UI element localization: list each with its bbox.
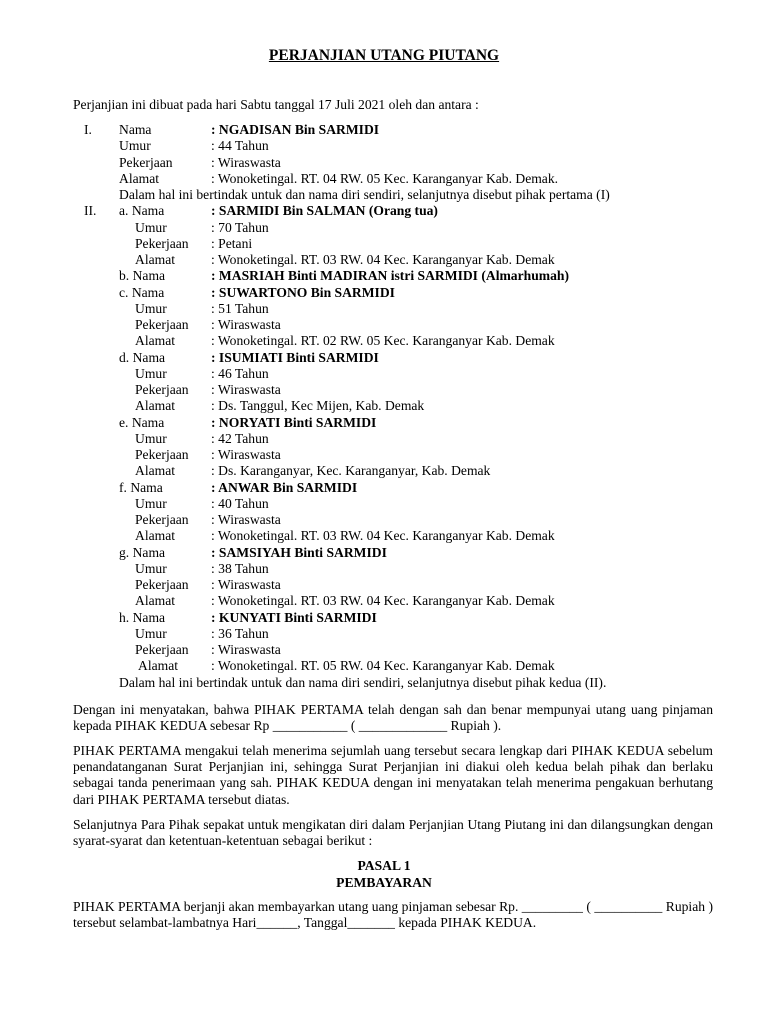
field-label: Umur bbox=[135, 495, 167, 511]
field-label: Alamat bbox=[135, 593, 176, 609]
party1-statement bbox=[0, 187, 768, 203]
field-label: a. Nama bbox=[119, 203, 165, 219]
party1-row-alamat bbox=[0, 171, 768, 187]
field-label: b. Nama bbox=[119, 268, 166, 284]
party2-row bbox=[0, 203, 768, 219]
field-value: : Wiraswasta bbox=[211, 577, 281, 592]
party2-roman: II. bbox=[84, 203, 97, 219]
party2-row bbox=[0, 577, 768, 593]
party2-row bbox=[0, 415, 768, 431]
field-value: : KUNYATI Binti SARMIDI bbox=[211, 609, 377, 625]
field-value: : SARMIDI Bin SALMAN (Orang tua) bbox=[211, 203, 438, 219]
field-label: d. Nama bbox=[119, 349, 166, 365]
field-label: Umur bbox=[135, 365, 167, 381]
field-value: : Wonoketingal. RT. 03 RW. 04 Kec. Karanganyar Kab. Demak bbox=[211, 252, 555, 267]
paragraph-pembayaran: PIHAK PERTAMA berjanji akan membayarkan utang uang pinjaman sebesar Rp. _________ ( __________ Rupiah ) tersebut selambat-lambatnya Hari______, Tanggal_______ kepada PIHAK KEDUA. bbox=[73, 899, 713, 931]
party2-row bbox=[0, 561, 768, 577]
field-label: e. Nama bbox=[119, 414, 165, 430]
field-label: Pekerjaan bbox=[135, 235, 189, 251]
field-value: : Wonoketingal. RT. 04 RW. 05 Kec. Karanganyar Kab. Demak. bbox=[211, 170, 559, 186]
paragraph-utang: Dengan ini menyatakan, bahwa PIHAK PERTAMA telah dengan sah dan benar mempunyai utang uang pinjaman kepada PIHAK KEDUA sebesar Rp ___________ ( _____________ Rupiah ). bbox=[73, 702, 713, 734]
party2-row bbox=[0, 431, 768, 447]
party2-row bbox=[0, 626, 768, 642]
field-value: : Wonoketingal. RT. 03 RW. 04 Kec. Karanganyar Kab. Demak bbox=[211, 528, 555, 544]
field-value: : Petani bbox=[211, 235, 253, 251]
field-label: Alamat bbox=[135, 463, 176, 479]
field-value: : Wiraswasta bbox=[211, 512, 281, 527]
field-label: Umur bbox=[135, 625, 167, 641]
field-label: Pekerjaan bbox=[135, 382, 189, 397]
field-value: : 36 Tahun bbox=[211, 625, 269, 641]
party2-row bbox=[0, 268, 768, 284]
party2-row bbox=[0, 398, 768, 414]
field-label: Alamat bbox=[135, 528, 176, 544]
field-value: : ISUMIATI Binti SARMIDI bbox=[211, 349, 379, 365]
field-label: Pekerjaan bbox=[135, 317, 189, 332]
field-value: : MASRIAH Binti MADIRAN istri SARMIDI (Almarhumah) bbox=[211, 268, 569, 284]
paragraph-pengakuan: PIHAK PERTAMA mengakui telah menerima sejumlah uang tersebut secara lengkap dari PIHAK KEDUA sebelum penandatanganan Surat Perjanjian ini, sehingga Surat Perjanjian ini diakui oleh kedua belah pihak dan berlaku sebagai tanda penerimaan yang sah. PIHAK KEDUA dengan ini menyatakan telah menerima pengakuan berhutang dari PIHAK PERTAMA tersebut diatas. bbox=[73, 743, 713, 807]
party2-row bbox=[0, 463, 768, 479]
party1-roman: I. bbox=[84, 122, 92, 137]
party2-row bbox=[0, 350, 768, 366]
field-label: Alamat bbox=[138, 658, 179, 674]
field-label: c. Nama bbox=[119, 284, 165, 300]
party1-row-umur bbox=[0, 138, 768, 154]
party2-row bbox=[0, 512, 768, 528]
field-value: : Wiraswasta bbox=[211, 382, 281, 397]
parties-list bbox=[0, 122, 768, 691]
field-value: : ANWAR Bin SARMIDI bbox=[211, 479, 358, 495]
field-label: Pekerjaan bbox=[135, 577, 189, 592]
field-value: : 70 Tahun bbox=[211, 219, 269, 235]
party1-row-nama bbox=[0, 122, 768, 138]
party2-row bbox=[0, 317, 768, 333]
party2-row bbox=[0, 528, 768, 544]
field-label: Pekerjaan bbox=[135, 642, 189, 657]
field-label: Pekerjaan bbox=[119, 154, 173, 170]
field-value: : Wiraswasta bbox=[211, 447, 281, 462]
party2-statement bbox=[0, 675, 768, 691]
party2-row bbox=[0, 610, 768, 626]
party2-row bbox=[0, 545, 768, 561]
document-title: PERJANJIAN UTANG PIUTANG bbox=[268, 47, 500, 64]
field-value: : SAMSIYAH Binti SARMIDI bbox=[211, 544, 387, 560]
intro-text: Perjanjian ini dibuat pada hari Sabtu tanggal 17 Juli 2021 oleh dan antara : bbox=[73, 97, 479, 112]
field-value: : 42 Tahun bbox=[211, 430, 269, 446]
paragraph-syarat: Selanjutnya Para Pihak sepakat untuk mengikatan diri dalam Perjanjian Utang Piutang ini dan dilangsungkan dengan syarat-syarat dan ketentuan-ketentuan sebagai berikut : bbox=[73, 817, 713, 849]
field-value: : Wonoketingal. RT. 03 RW. 04 Kec. Karanganyar Kab. Demak bbox=[211, 593, 555, 609]
field-label: Alamat bbox=[135, 252, 176, 267]
field-label: h. Nama bbox=[119, 609, 166, 625]
party2-row bbox=[0, 236, 768, 252]
field-value: : Wiraswasta bbox=[211, 642, 281, 657]
field-value: : 38 Tahun bbox=[211, 560, 269, 576]
party2-row bbox=[0, 382, 768, 398]
field-value: : Wiraswasta bbox=[211, 154, 281, 170]
party2-row bbox=[0, 480, 768, 496]
party2-row bbox=[0, 642, 768, 658]
field-value: : Wiraswasta bbox=[211, 317, 281, 332]
field-value: : SUWARTONO Bin SARMIDI bbox=[211, 284, 395, 300]
field-label: Umur bbox=[135, 219, 167, 235]
field-label: Pekerjaan bbox=[135, 512, 189, 527]
party2-row bbox=[0, 496, 768, 512]
party2-row bbox=[0, 366, 768, 382]
field-value: : NGADISAN Bin SARMIDI bbox=[211, 122, 380, 137]
party2-row bbox=[0, 301, 768, 317]
field-value: : 44 Tahun bbox=[211, 138, 269, 154]
field-label: Umur bbox=[135, 300, 167, 316]
field-value: : Wonoketingal. RT. 02 RW. 05 Kec. Karanganyar Kab. Demak bbox=[211, 333, 555, 349]
pasal-number: PASAL 1 bbox=[357, 858, 411, 873]
field-label: Umur bbox=[135, 430, 167, 446]
field-label: Alamat bbox=[119, 170, 160, 186]
field-label: g. Nama bbox=[119, 544, 166, 560]
field-value: : 46 Tahun bbox=[211, 365, 269, 381]
field-label: Pekerjaan bbox=[135, 447, 189, 462]
party2-statement-text: Dalam hal ini bertindak untuk dan nama diri sendiri, selanjutnya disebut pihak kedua (II). bbox=[119, 674, 607, 690]
field-value: : Ds. Tanggul, Kec Mijen, Kab. Demak bbox=[211, 398, 425, 414]
party1-statement-text: Dalam hal ini bertindak untuk dan nama diri sendiri, selanjutnya disebut pihak pertama (I) bbox=[119, 187, 610, 202]
field-value: : Ds. Karanganyar, Kec. Karanganyar, Kab. Demak bbox=[211, 463, 491, 479]
party2-row bbox=[0, 220, 768, 236]
party2-row bbox=[0, 252, 768, 268]
field-value: : 51 Tahun bbox=[211, 300, 269, 316]
party2-row bbox=[0, 285, 768, 301]
party2-row bbox=[0, 447, 768, 463]
field-value: : NORYATI Binti SARMIDI bbox=[211, 414, 377, 430]
party2-row bbox=[0, 658, 768, 674]
field-label: Umur bbox=[135, 560, 167, 576]
field-label: Umur bbox=[119, 138, 151, 154]
field-label: Nama bbox=[119, 122, 152, 137]
party2-row bbox=[0, 593, 768, 609]
field-label: Alamat bbox=[135, 333, 176, 349]
field-value: : 40 Tahun bbox=[211, 495, 269, 511]
party1-row-pekerjaan bbox=[0, 155, 768, 171]
pasal-title: PEMBAYARAN bbox=[336, 875, 432, 890]
field-label: f. Nama bbox=[119, 479, 163, 495]
party2-row bbox=[0, 333, 768, 349]
field-label: Alamat bbox=[135, 398, 176, 414]
field-value: : Wonoketingal. RT. 05 RW. 04 Kec. Karanganyar Kab. Demak bbox=[211, 658, 555, 674]
